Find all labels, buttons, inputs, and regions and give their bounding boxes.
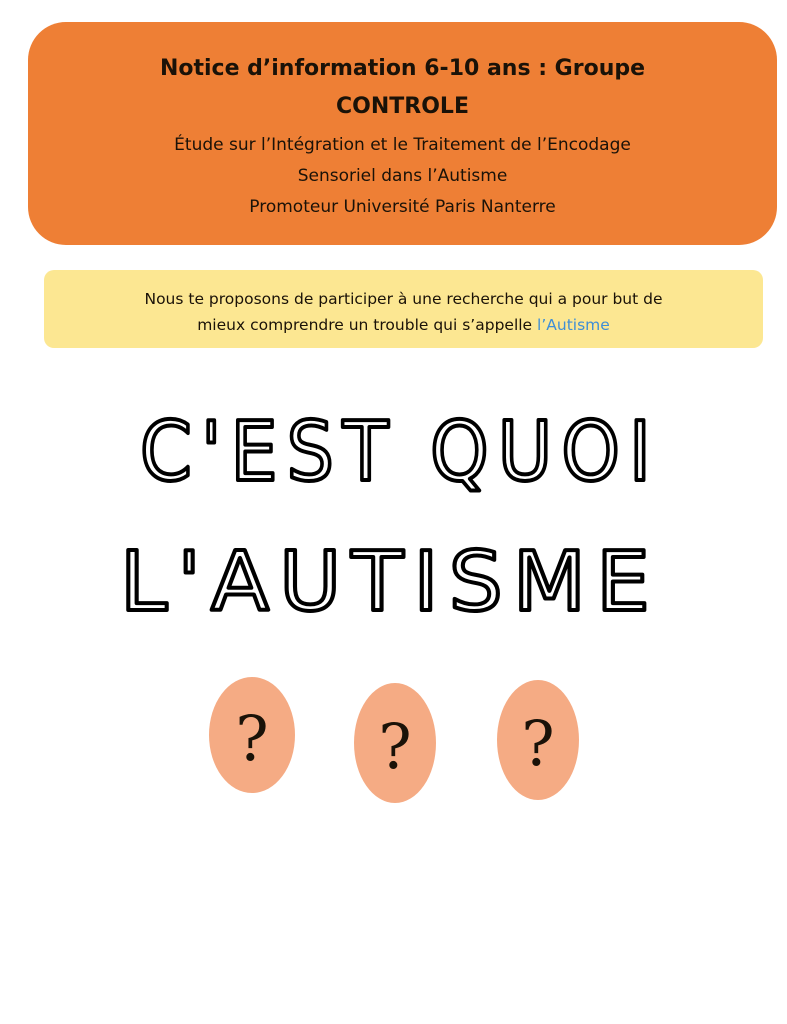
question-mark-3: ?	[521, 707, 555, 780]
header-banner	[28, 22, 777, 245]
promoter-line: Promoteur Université Paris Nanterre	[249, 197, 556, 217]
handwritten-line-2: L'AUTISME	[120, 535, 660, 625]
autism-link[interactable]: l’Autisme	[537, 316, 610, 334]
egg-question-3	[497, 680, 579, 800]
question-mark-2: ?	[378, 710, 412, 783]
study-line-2: Sensoriel dans l’Autisme	[297, 166, 508, 186]
question-mark-1: ?	[235, 702, 269, 775]
handwritten-title	[100, 385, 700, 625]
handwritten-line-1: C'EST QUOI	[140, 405, 660, 500]
study-info	[28, 130, 777, 223]
study-line-1: Étude sur l’Intégration et le Traitement de l’Encodage	[174, 135, 631, 155]
intro-line-1: Nous te proposons de participer à une recherche qui a pour but de	[144, 290, 663, 308]
document-title	[83, 50, 723, 126]
title-line-1: Notice d’information 6-10 ans : Groupe	[159, 56, 646, 81]
question-marks-illustration	[200, 675, 590, 815]
egg-question-2	[354, 683, 436, 803]
egg-question-1	[209, 677, 295, 793]
intro-box	[44, 270, 763, 348]
title-line-2: CONTROLE	[336, 94, 469, 119]
intro-line-2-text: mieux comprendre un trouble qui s’appelle	[197, 316, 538, 334]
intro-line-2	[44, 312, 763, 338]
